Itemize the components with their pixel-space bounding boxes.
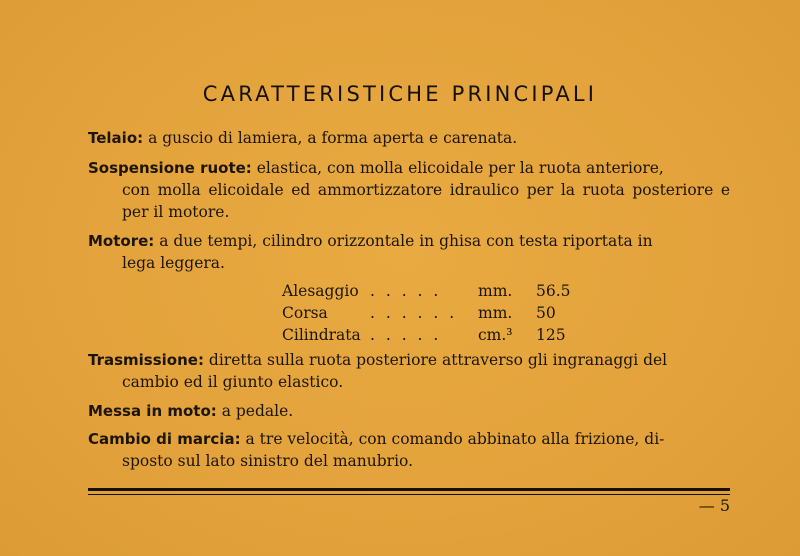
spec-value: 125 bbox=[536, 326, 566, 344]
spec-leader-dots: . . . . . bbox=[370, 326, 442, 344]
telaio-label: Telaio: bbox=[88, 129, 144, 147]
trasmissione-label: Trasmissione: bbox=[88, 351, 204, 369]
motore-text-2: lega leggera. bbox=[122, 254, 225, 272]
motore-label: Motore: bbox=[88, 232, 155, 250]
spec-unit: cm.³ bbox=[478, 326, 513, 344]
trasmissione-text-1: diretta sulla ruota posteriore attraverso gli ingranaggi del bbox=[208, 351, 668, 369]
telaio-text: a guscio di lamiera, a forma aperta e carenata. bbox=[148, 129, 518, 147]
trasmissione-text-2: cambio ed il giunto elastico. bbox=[122, 373, 344, 391]
footer-rule-thin bbox=[88, 494, 730, 495]
engine-specs-table bbox=[282, 280, 582, 346]
cambio-text-1: a tre velocità, con comando abbinato alla frizione, di- bbox=[245, 430, 665, 448]
spec-row-alesaggio bbox=[282, 280, 582, 302]
spec-messa-in-moto bbox=[88, 400, 730, 422]
messa-in-moto-text: a pedale. bbox=[221, 402, 294, 420]
cambio-label: Cambio di marcia: bbox=[88, 430, 241, 448]
spec-telaio bbox=[88, 127, 730, 149]
spec-leader-dots: . . . . . bbox=[370, 282, 442, 300]
cambio-text-2: sposto sul lato sinistro del manubrio. bbox=[122, 452, 414, 470]
spec-trasmissione bbox=[88, 349, 730, 393]
spec-unit: mm. bbox=[478, 282, 513, 300]
spec-leader-dots: . . . . . . bbox=[370, 304, 458, 322]
sospensione-text-1: elastica, con molla elicoidale per la ruota anteriore, bbox=[256, 159, 664, 177]
spec-unit: mm. bbox=[478, 304, 513, 322]
page-number: — 5 bbox=[698, 496, 730, 515]
spec-sospensione bbox=[88, 157, 730, 223]
spec-name: Alesaggio bbox=[282, 282, 359, 300]
motore-text-1: a due tempi, cilindro orizzontale in ghisa con testa riportata in bbox=[159, 232, 653, 250]
page-title: CARATTERISTICHE PRINCIPALI bbox=[202, 82, 598, 106]
sospensione-label: Sospensione ruote: bbox=[88, 159, 252, 177]
footer-rule-thick bbox=[88, 488, 730, 491]
sospensione-text-2: con molla elicoidale ed ammortizzatore idraulico per la ruota posteriore e per il motore. bbox=[122, 181, 730, 221]
spec-name: Cilindrata bbox=[282, 326, 361, 344]
spec-row-cilindrata bbox=[282, 324, 582, 346]
spec-name: Corsa bbox=[282, 304, 328, 322]
spec-row-corsa bbox=[282, 302, 582, 324]
messa-in-moto-label: Messa in moto: bbox=[88, 402, 217, 420]
spec-motore bbox=[88, 230, 730, 274]
spec-value: 50 bbox=[536, 304, 556, 322]
spec-cambio bbox=[88, 428, 730, 472]
spec-value: 56.5 bbox=[536, 282, 571, 300]
